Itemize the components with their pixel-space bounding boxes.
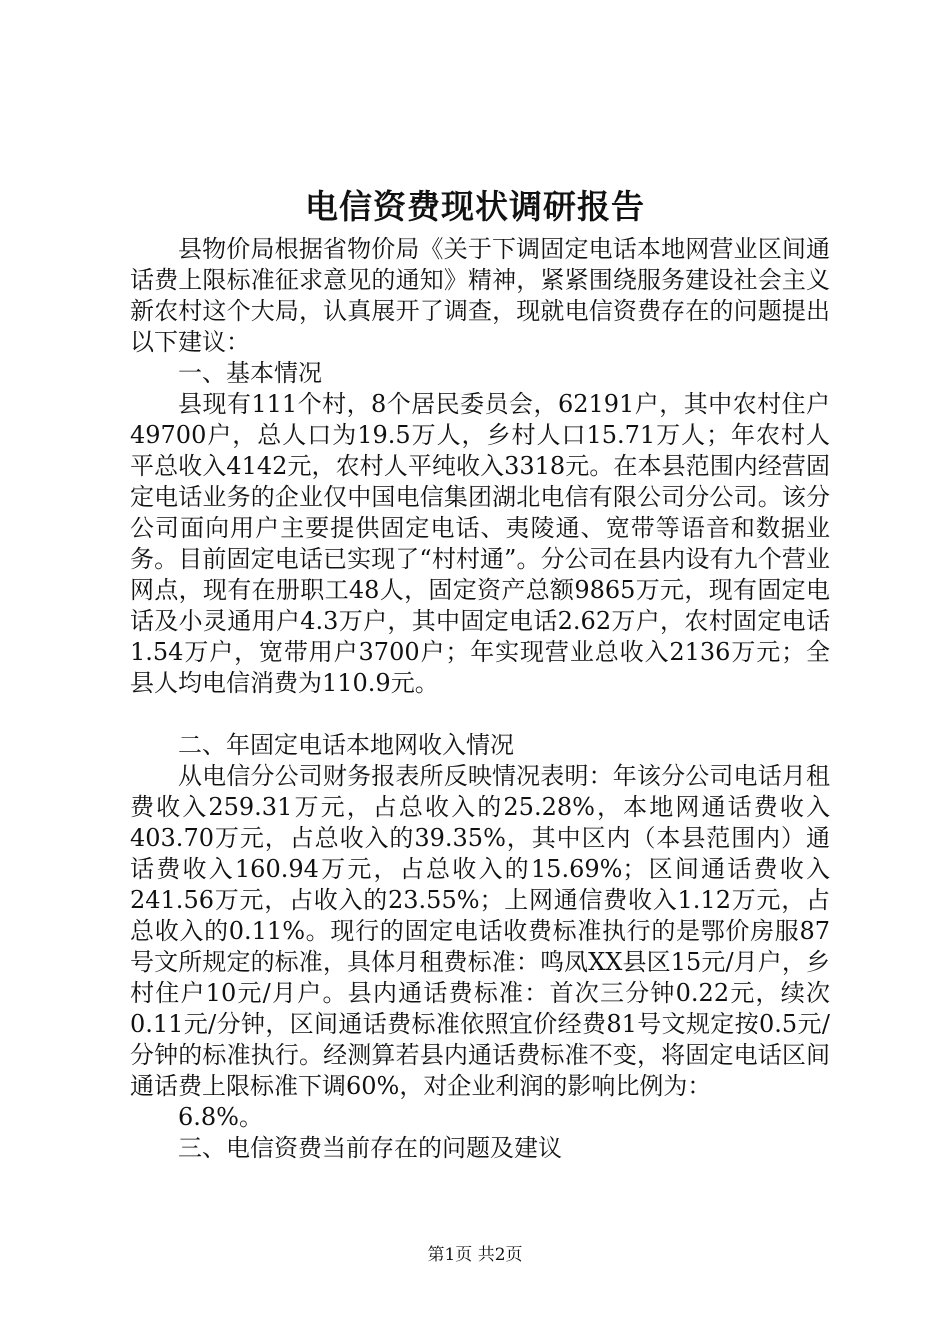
- impact-ratio-value: 6.8%。: [178, 1103, 263, 1131]
- document-body: [130, 234, 830, 1164]
- section-heading-basic-situation: 一、基本情况: [178, 359, 322, 387]
- section-heading-problems: 三、电信资费当前存在的问题及建议: [178, 1134, 562, 1162]
- basic-situation-paragraph: 县现有111个村，8个居民委员会，62191户，其中农村住户49700户，总人口为19.5万人，乡村人口15.71万人；年农村人平总收入4142元，农村人平纯收入3318元。在本县范围内经营固定电话业务的企业仅中国电信集团湖北电信有限公司分公司。该分公司面向用户主要提供固定电话、夷陵通、宽带等语音和数据业务。目前固定电话已实现了“村村通”。分公司在县内设有九个营业网点，现有在册职工48人，固定资产总额9865万元，现有固定电话及小灵通用户4.3万户，其中固定电话2.62万户，农村固定电话1.54万户，宽带用户3700户；年实现营业总收入2136万元；全县人均电信消费为110.9元。: [130, 390, 830, 697]
- paragraph-spacer: [130, 699, 830, 730]
- intro-paragraph: 县物价局根据省物价局《关于下调固定电话本地网营业区间通话费上限标准征求意见的通知》精神，紧紧围绕服务建设社会主义新农村这个大局，认真展开了调查，现就电信资费存在的问题提出以下建议：: [130, 235, 830, 356]
- page-footer: 第1页 共2页: [427, 1245, 523, 1265]
- revenue-paragraph: 从电信分公司财务报表所反映情况表明：年该分公司电话月租费收入259.31万元，占总收入的25.28%，本地网通话费收入403.70万元，占总收入的39.35%，其中区内（本县范围内）通话费收入160.94万元，占总收入的15.69%；区间通话费收入241.56万元，占收入的23.55%；上网通信费收入1.12万元，占总收入的0.11%。现行的固定电话收费标准执行的是鄂价房服87号文所规定的标准，具体月租费标准：鸣凤XX县区15元/月户，乡村住户10元/月户。县内通话费标准：首次三分钟0.22元，续次0.11元/分钟，区间通话费标准依照宜价经费81号文规定按0.5元/分钟的标准执行。经测算若县内通话费标准不变，将固定电话区间通话费上限标准下调60%，对企业利润的影响比例为：: [130, 762, 830, 1100]
- document-title: 电信资费现状调研报告: [305, 187, 645, 226]
- section-heading-revenue: 二、年固定电话本地网收入情况: [178, 731, 514, 759]
